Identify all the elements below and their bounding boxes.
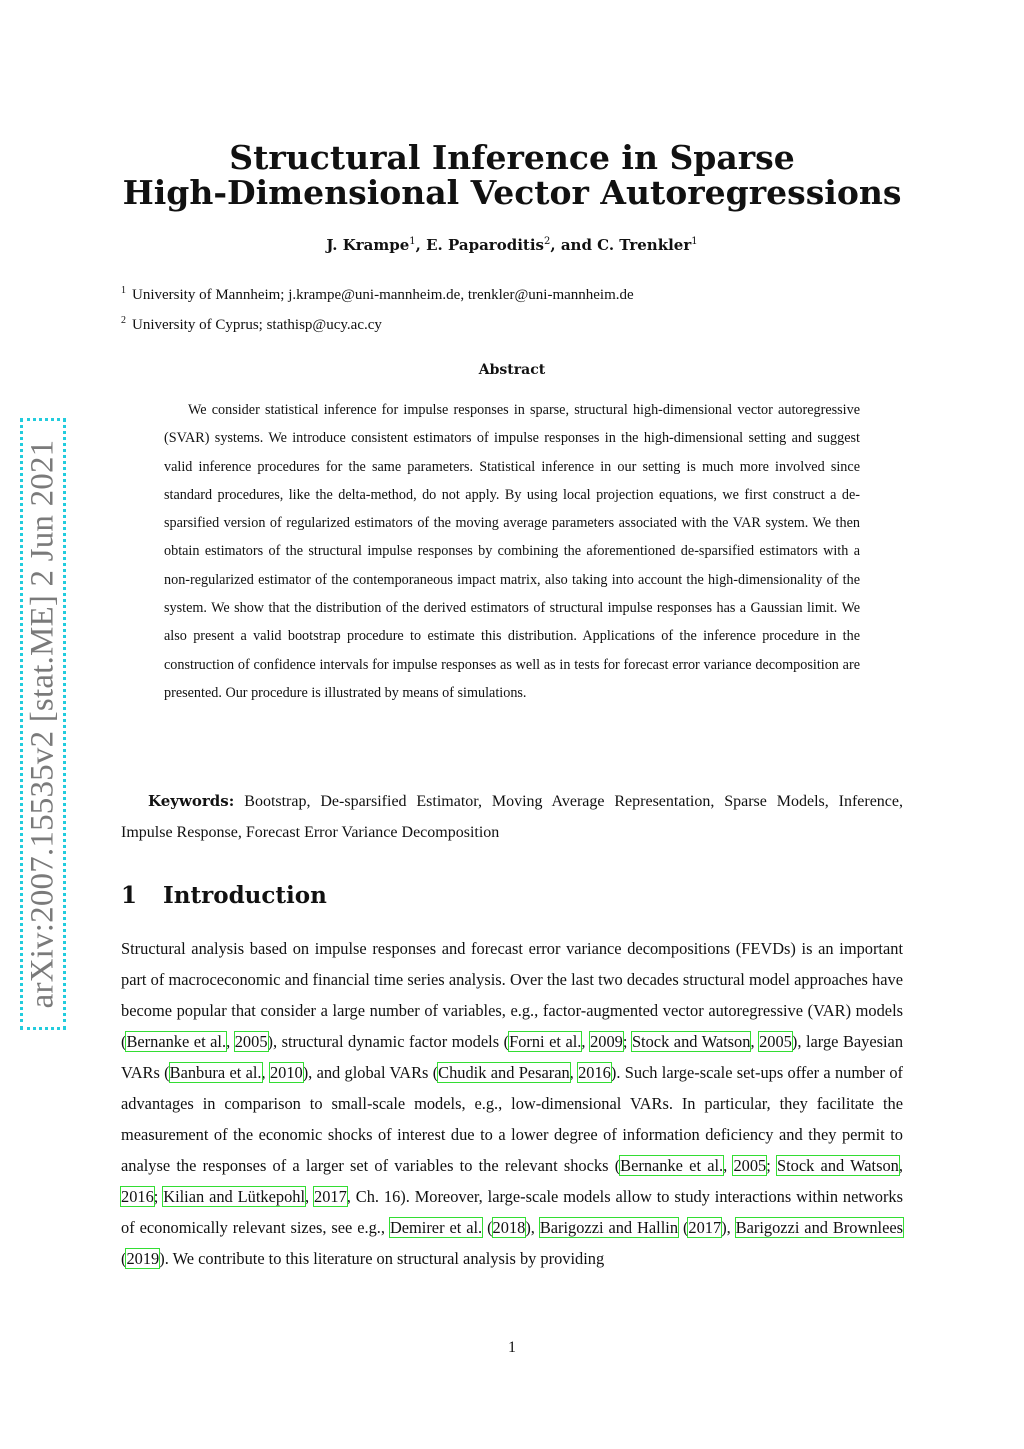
author-conjunction: and	[560, 236, 592, 254]
citation-year-link[interactable]: 2017	[314, 1187, 347, 1206]
keywords-text: Bootstrap, De-sparsified Estimator, Moving Average Representation, Sparse Models, Inference, Impulse Response, Forecast Error Variance Decomposition	[121, 793, 903, 841]
citation-link[interactable]: Kilian and Lütkepohl	[163, 1187, 306, 1206]
citation-year-link[interactable]: 2010	[269, 1063, 303, 1082]
author-1: J. Krampe	[326, 236, 410, 254]
citation-year-link[interactable]: 2005	[759, 1032, 792, 1051]
abstract-body: We consider statistical inference for impulse responses in sparse, structural high-dimensional vector autoregressive (SVAR) systems. We introduce consistent estimators of impulse responses in the high-dimensional setting and suggest valid inference procedures for the same parameters. Statistical inference in our setting is much more involved since standard procedures, like the delta-method, do not apply. By using local projection equations, we first construct a de-sparsified version of regularized estimators of the moving average parameters associated with the VAR system. We then obtain estimators of the structural impulse responses by combining the aforementioned de-sparsified estimators with a non-regularized estimator of the contemporaneous impact matrix, also taking into account the high-dimensionality of the system. We show that the distribution of the derived estimators of structural impulse responses has a Gaussian limit. We also present a valid bootstrap procedure to estimate this distribution. Applications of the inference procedure in the construction of confidence intervals for impulse responses as well as in tests for forecast error variance decomposition are presented. Our procedure is illustrated by means of simulations.	[164, 402, 860, 701]
author-list: J. Krampe$^1$, E. Paparoditis$^2$, and C. Trenkler$^1$	[326, 236, 698, 254]
citation-year-link[interactable]: 2005	[733, 1156, 767, 1175]
author-3: C. Trenkler	[597, 236, 692, 254]
affiliation-2-text: University of Cyprus; stathisp@ucy.ac.cy	[132, 317, 382, 333]
arxiv-identifier: arXiv:2007.15535v2 [stat.ME] 2 Jun 2021	[24, 439, 61, 1009]
citation-link[interactable]: Barigozzi and Brownlees	[735, 1218, 904, 1237]
citation-year-link[interactable]: 2018	[492, 1218, 526, 1237]
intro-text: ). Such large-scale set-ups offer a number of advantages in comparison to small-scale models, e.g., low-dimensional VARs. In particular, they facilitate the measurement of the economic shocks of interest due to a lower degree of information deficiency and they permit to analyse the responses of a larger set of variables to the relevant shocks (	[121, 1063, 903, 1175]
citation-year-link[interactable]: 2017	[688, 1218, 722, 1237]
intro-text: , Ch. 16). Moreover, large-scale models allow to study interactions within networks of economically relevant sizes, see e.g.,	[121, 1187, 904, 1237]
affiliation-2	[121, 315, 382, 334]
citation-year-link[interactable]: 2019	[126, 1249, 160, 1268]
section-number: 1	[121, 882, 138, 909]
citation-link[interactable]: Chudik and Pesaran	[438, 1063, 570, 1082]
citation-link[interactable]: Bernanke et al.	[620, 1156, 724, 1175]
citation-year-link[interactable]: 2005	[234, 1032, 268, 1051]
citation-link[interactable]: Stock and Watson	[777, 1156, 899, 1175]
intro-text: ). We contribute to this literature on structural analysis by providing	[159, 1249, 605, 1268]
citation-link[interactable]: Barigozzi and Hallin	[539, 1218, 679, 1237]
citation-link[interactable]: Forni et al.	[509, 1032, 582, 1051]
citation-link[interactable]: Banbura et al.	[169, 1063, 262, 1082]
title-line-1: Structural Inference in Sparse	[229, 138, 795, 177]
title-line-2: High-Dimensional Vector Autoregressions	[122, 173, 902, 212]
section-heading-introduction	[121, 882, 327, 909]
citation-link[interactable]: Demirer et al.	[389, 1218, 483, 1237]
author-2: E. Paparoditis	[426, 236, 544, 254]
keywords-block	[121, 786, 903, 848]
intro-text: ), large Bayesian VARs (	[121, 1032, 904, 1082]
intro-text: ), and global VARs (	[302, 1063, 439, 1082]
citation-link[interactable]: Stock and Watson	[631, 1032, 751, 1051]
author-2-affil-mark: 2	[543, 236, 551, 247]
citation-link[interactable]: Bernanke et al.	[126, 1032, 227, 1051]
intro-text: ), structural dynamic factor models (	[267, 1032, 510, 1051]
citation-year-link[interactable]: 2016	[121, 1187, 154, 1206]
abstract-heading: Abstract	[478, 362, 546, 378]
paper-title	[0, 140, 1024, 210]
section-title: Introduction	[163, 882, 327, 909]
keywords-label: Keywords:	[148, 792, 235, 810]
citation-year-link[interactable]: 2016	[578, 1063, 611, 1082]
citation-year-link[interactable]: 2009	[590, 1032, 623, 1051]
affiliation-2-mark: 2	[121, 315, 126, 326]
affiliation-1-mark: 1	[121, 285, 126, 296]
affiliation-1	[121, 285, 634, 304]
intro-text: Structural analysis based on impulse responses and forecast error variance decompositions (FEVDs) is an important part of macroceconomic and financial time series analysis. Over the last two decades structural model approaches have become popular that consider a large number of variables, e.g., factor-augmented vector autoregressive (VAR) models (	[121, 939, 903, 1051]
introduction-paragraph: Structural analysis based on impulse responses and forecast error variance decompositions (FEVDs) is an important part of macroceconomic and financial time series analysis. Over the last two decades structural model approaches have become popular that consider a large number of variables, e.g., factor-augmented vector autoregressive (VAR) models (Bernanke et al., 2005), structural dynamic factor models (Forni et al., 2009; Stock and Watson, 2005), large Bayesian VARs (Banbura et al., 2010), and global VARs (Chudik and Pesaran, 2016). Such large-scale set-ups offer a number of advantages in comparison to small-scale models, e.g., low-dimensional VARs. In particular, they facilitate the measurement of the economic shocks of interest due to a lower degree of information deficiency and they permit to analyse the responses of a larger set of variables to the relevant shocks (Bernanke et al., 2005; Stock and Watson, 2016; Kilian and Lütkepohl, 2017, Ch. 16). Moreover, large-scale models allow to study interactions within networks of economically relevant sizes, see e.g., Demirer et al. (2018), Barigozzi and Hallin (2017), Barigozzi and Brownlees (2019). We contribute to this literature on structural analysis by providing	[121, 939, 904, 1268]
author-3-affil-mark: 1	[691, 236, 698, 247]
author-1-affil-mark: 1	[409, 236, 416, 247]
page-number: 1	[508, 1339, 516, 1356]
affiliation-1-text: University of Mannheim; j.krampe@uni-mannheim.de, trenkler@uni-mannheim.de	[132, 287, 634, 303]
arxiv-stamp[interactable]	[20, 418, 66, 1030]
